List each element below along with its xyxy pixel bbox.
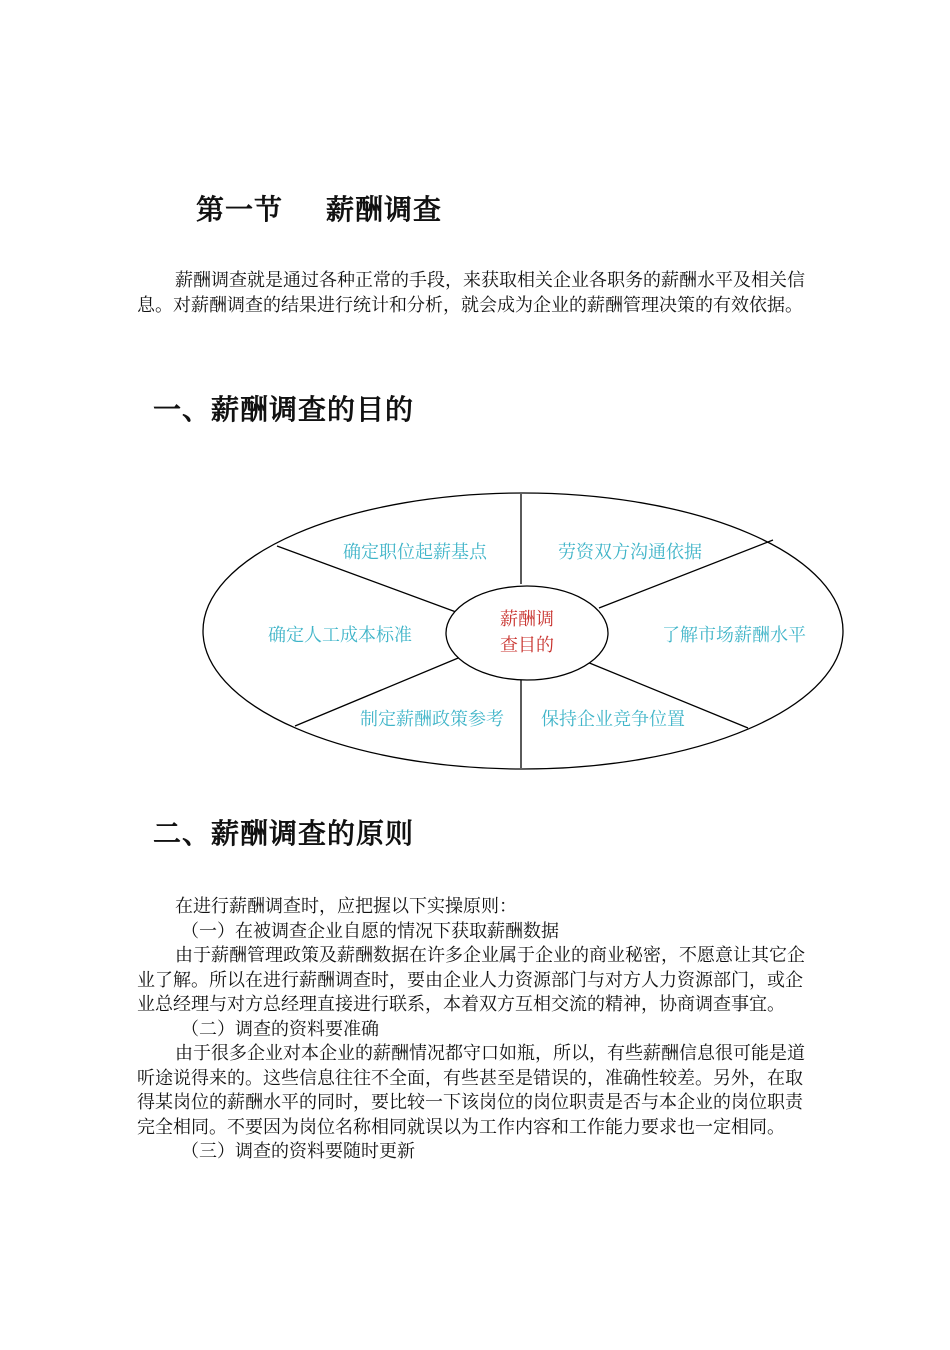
purpose-diagram (195, 478, 855, 778)
principles-lead: 在进行薪酬调查时，应把握以下实操原则： (175, 896, 517, 917)
principles-body (137, 895, 817, 1165)
segment-label-top-right: 劳资双方沟通依据 (558, 542, 702, 563)
center-label-line1: 薪酬调 (500, 609, 554, 630)
section-heading-principles: 二、薪酬调查的原则 (153, 817, 415, 850)
page-title: 第一节 薪酬调查 (196, 193, 442, 226)
segment-label-bottom-right: 保持企业竞争位置 (541, 709, 685, 730)
principle-3-title: （三）调查的资料要随时更新 (181, 1141, 415, 1162)
segment-label-right: 了解市场薪酬水平 (662, 625, 806, 646)
segment-label-bottom-left: 制定薪酬政策参考 (360, 709, 504, 730)
segment-label-top-left: 确定职位起薪基点 (343, 542, 487, 563)
section-heading-purpose: 一、薪酬调查的目的 (153, 393, 415, 426)
center-label-line2: 查目的 (500, 635, 554, 656)
principle-1-title: （一）在被调查企业自愿的情况下获取薪酬数据 (181, 920, 559, 942)
principle-2-body: 由于很多企业对本企业的薪酬情况都守口如瓶，所以，有些薪酬信息很可能是道听途说得来的。这些信息往往不全面，有些甚至是错误的，准确性较差。另外，在取得某岗位的薪酬水平的同时，要比较一下该岗位的岗位职责是否与本企业的岗位职责完全相同。不要因为岗位名称相同就误以为工作内容和工作能力要求也一定相同。 (137, 1043, 805, 1138)
principle-1-body: 由于薪酬管理政策及薪酬数据在许多企业属于企业的商业秘密，不愿意让其它企业了解。所以在进行薪酬调查时，要由企业人力资源部门与对方人力资源部门，或企业总经理与对方总经理直接进行联系，本着双方互相交流的精神，协商调查事宜。 (137, 945, 805, 1015)
intro-paragraph: 薪酬调查就是通过各种正常的手段，来获取相关企业各职务的薪酬水平及相关信息。对薪酬调查的结果进行统计和分析，就会成为企业的薪酬管理决策的有效依据。 (137, 270, 805, 316)
center-ellipse (446, 586, 608, 680)
segment-label-left: 确定人工成本标准 (268, 625, 412, 646)
principle-2-title: （二）调查的资料要准确 (181, 1018, 379, 1040)
